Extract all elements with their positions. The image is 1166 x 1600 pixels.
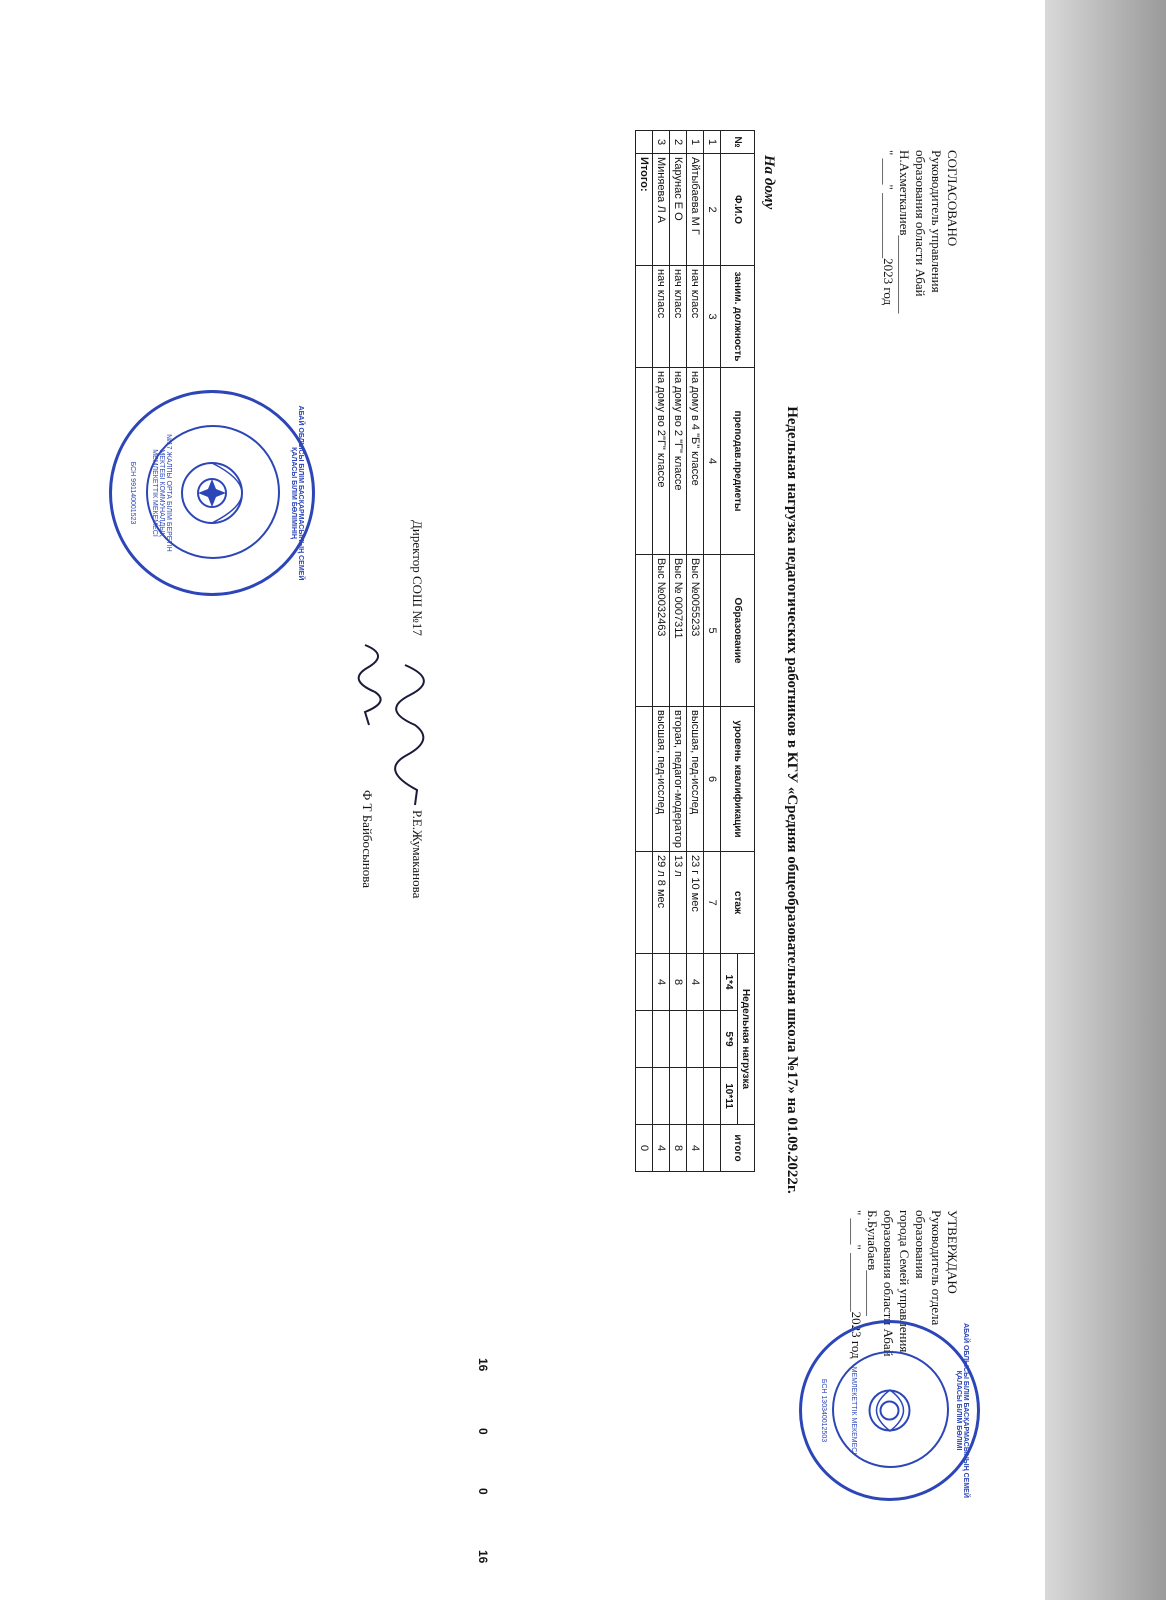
table-header-row: [738, 131, 755, 1172]
stamp-outer-text: АБАЙ ОБЛЫСЫ БІЛІМ БАСҚАРМАСЫНЫҢ СЕМЕЙ ҚАЛАСЫ БІЛІМ БӨЛІМІ: [955, 1323, 969, 1498]
cell-total: 4: [653, 1125, 670, 1172]
numbering-cell: 3: [704, 266, 721, 368]
school-department-stamp: [799, 1320, 980, 1501]
cell-grades-1-4: 8: [670, 954, 687, 1011]
header-fio: Ф.И.О: [721, 154, 755, 266]
cell-position: нач класс: [653, 266, 670, 368]
cell-qualification: высшая, пед-исслед: [687, 707, 704, 852]
cell-empty: [636, 555, 653, 707]
cell-grades-1-4: 4: [653, 954, 670, 1011]
approval-left: [880, 150, 960, 314]
cell-grades-1-4: 4: [687, 954, 704, 1011]
approval-left-line: Н.Ахметкалиев____________: [897, 150, 912, 314]
cell-experience: 13 л: [670, 852, 687, 954]
table-row: [670, 131, 687, 1172]
table-row: [653, 131, 670, 1172]
numbering-cell: 7: [704, 852, 721, 954]
approval-right-line: Б.Булабаев_______: [865, 1210, 880, 1316]
approval-left-line: образования области Абай: [913, 150, 928, 297]
cell-fio: Карунас Е О: [670, 154, 687, 266]
approval-left-line: СОГЛАСОВАНО: [945, 150, 960, 247]
cell-fio: Миняева Л А: [653, 154, 670, 266]
cell-experience: 29 л 8 мес: [653, 852, 670, 954]
stamp-outer-text: АБАЙ ОБЛЫСЫ БІЛІМ БАСҚАРМАСЫНЫҢ СЕМЕЙ ҚАЛАСЫ БІЛІМ БӨЛІМІНІҢ: [290, 405, 304, 581]
numbering-cell: 5: [704, 555, 721, 707]
approval-right-line: города Семей управления: [897, 1210, 912, 1353]
cell-no: [636, 131, 653, 154]
second-name: Ф Т Байбосынова: [360, 790, 375, 889]
numbering-cell: [704, 954, 721, 1011]
cell-subjects: на дому во 2"Г" классе: [653, 368, 670, 555]
cell-grades-10-11: [670, 1068, 687, 1125]
table-row: [687, 131, 704, 1172]
cell-education: Выс № 0007311: [670, 555, 687, 707]
scanner-edge: [1045, 0, 1166, 1600]
school-stamp: [109, 390, 315, 596]
document-subtitle: На дому: [761, 155, 777, 210]
cell-total: 4: [687, 1125, 704, 1172]
table-total-row: [636, 131, 653, 1172]
director-role: Директор СОШ №17: [410, 520, 425, 636]
cell-fio: Айтыбаева М Г: [687, 154, 704, 266]
approval-right-line: " ____" _________2023 год: [849, 1210, 864, 1359]
director-name: Р.Е.Жумаканова: [410, 810, 425, 899]
header-weekly-load: Недельная нагрузка: [738, 954, 755, 1125]
approval-right-line: Руководитель отдела: [929, 1210, 944, 1326]
numbering-cell: 1: [704, 131, 721, 154]
total-label: Итого:: [636, 154, 653, 266]
totals-line-d: 16: [476, 1550, 490, 1564]
cell-empty: [636, 1068, 653, 1125]
table-numbering-row: [704, 131, 721, 1172]
cell-qualification: вторая, педагог-модератор: [670, 707, 687, 852]
header-qualification: уровень квалификации: [721, 707, 755, 852]
cell-total: 8: [670, 1125, 687, 1172]
stamp-bin: БСН 130340012503: [820, 1378, 827, 1443]
approval-right-line: образования области Абай: [881, 1210, 896, 1357]
cell-grades-5-9: [687, 1011, 704, 1068]
header-subjects: преподав.предметы: [721, 368, 755, 555]
cell-position: нач класс: [687, 266, 704, 368]
cell-grades-5-9: [670, 1011, 687, 1068]
numbering-cell: 6: [704, 707, 721, 852]
cell-subjects: на дому в 4 "Б" классе: [687, 368, 704, 555]
second-signature-icon: [340, 640, 395, 730]
cell-qualification: высшая, пед-исслед: [653, 707, 670, 852]
cell-subjects: на дому во 2 "Г" классе: [670, 368, 687, 555]
cell-education: Выс №0055233: [687, 555, 704, 707]
cell-empty: [636, 954, 653, 1011]
stamp-emblem-icon: [112, 393, 312, 593]
totals-line-c: 0: [476, 1488, 490, 1495]
cell-experience: 23 г 10 мес: [687, 852, 704, 954]
cell-empty: [636, 368, 653, 555]
cell-empty: [636, 1011, 653, 1068]
numbering-cell: [704, 1068, 721, 1125]
header-grades-1-4: 1*4: [721, 954, 738, 1011]
approval-right-line: образования: [913, 1210, 928, 1279]
cell-grades-10-11: [653, 1068, 670, 1125]
load-table: [635, 130, 755, 1172]
cell-empty: [636, 707, 653, 852]
cell-education: Выс №0032463: [653, 555, 670, 707]
stamp-bin: БСН 991140001523: [129, 461, 136, 525]
header-no: №: [721, 131, 755, 154]
totals-line-b: 0: [476, 1428, 490, 1435]
header-grades-5-9: 5*9: [721, 1011, 738, 1068]
cell-grades-5-9: [653, 1011, 670, 1068]
numbering-cell: 2: [704, 154, 721, 266]
header-total: итого: [721, 1125, 755, 1172]
totals-line-a: 16: [476, 1358, 490, 1372]
cell-no: 1: [687, 131, 704, 154]
stamp-emblem-icon: [802, 1323, 977, 1498]
stamp-inner-text: №17 ЖАЛПЫ ОРТА БІЛІМ БЕРЕТІН МЕКТЕБІ КОММУНАЛДЫҚ МЕМЛЕКЕТТІК МЕКЕМЕСІ: [151, 434, 172, 552]
header-experience: стаж: [721, 852, 755, 954]
cell-empty: [636, 852, 653, 954]
approval-right-line: УТВЕРЖДАЮ: [945, 1210, 960, 1294]
cell-empty: [636, 266, 653, 368]
numbering-cell: [704, 1011, 721, 1068]
cell-no: 2: [670, 131, 687, 154]
cell-position: нач класс: [670, 266, 687, 368]
header-grades-10-11: 10*11: [721, 1068, 738, 1125]
approval-left-line: " ____" __________2023 год: [881, 150, 896, 306]
cell-grades-10-11: [687, 1068, 704, 1125]
cell-no: 3: [653, 131, 670, 154]
header-education: Образование: [721, 555, 755, 707]
approval-left-line: Руководитель управления: [929, 150, 944, 293]
numbering-cell: 4: [704, 368, 721, 555]
total-value: 0: [636, 1125, 653, 1172]
header-position: заним. должность: [721, 266, 755, 368]
document-title: Недельная нагрузка педагогических работников в КГУ «Средняя общеобразовательная школа №17» на 01.09.2022г.: [784, 406, 800, 1194]
numbering-cell: [704, 1125, 721, 1172]
stamp-inner-text: МЕМЛЕКЕТТІК МЕКЕМЕСІ: [850, 1366, 857, 1455]
